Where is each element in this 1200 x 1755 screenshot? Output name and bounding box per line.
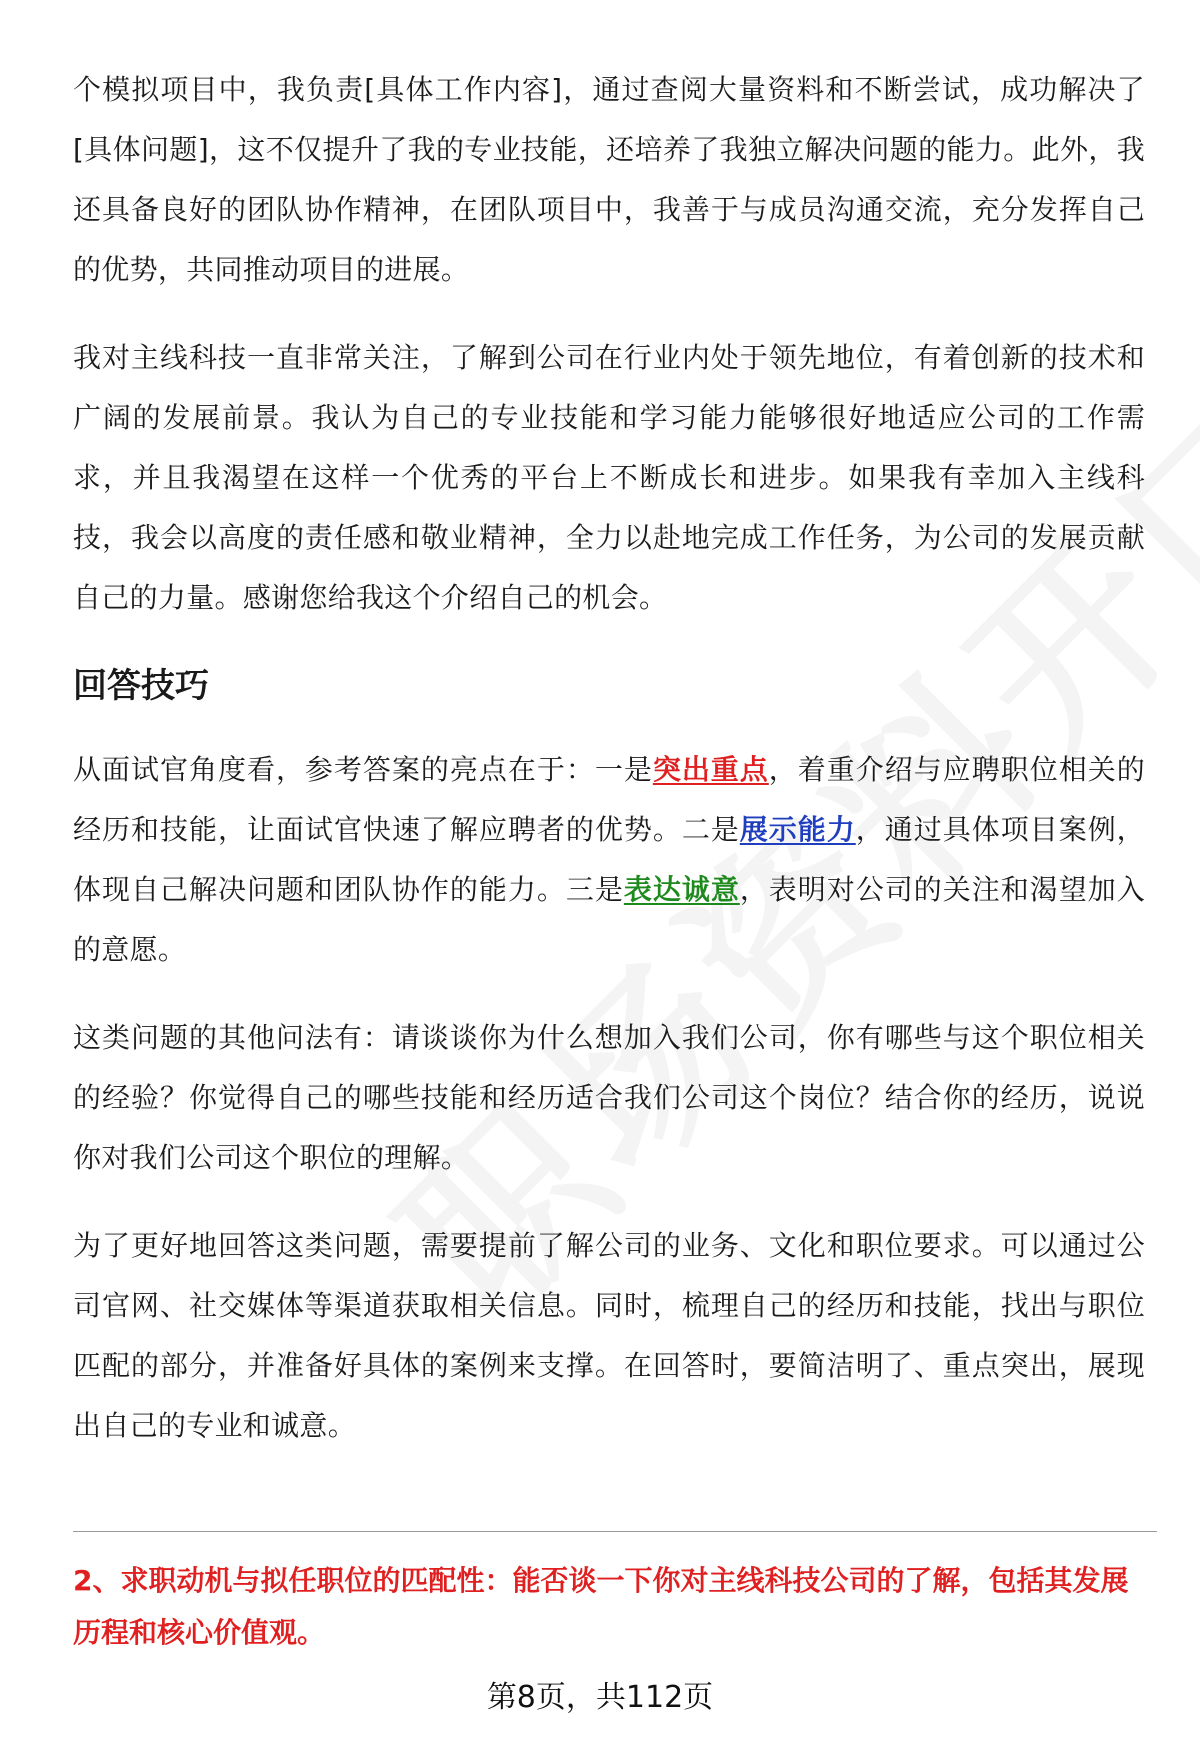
highlight-focus: 突出重点 bbox=[652, 753, 769, 786]
tips-text-1: 从面试官角度看，参考答案的亮点在于：一是 bbox=[73, 753, 653, 786]
preparation-paragraph: 为了更好地回答这类问题，需要提前了解公司的业务、文化和职位要求。可以通过公司官网、社交媒体等渠道获取相关信息。同时，梳理自己的经历和技能，找出与职位匹配的部分，并准备好具体的案例来支撑。在回答时，要简洁明了、重点突出，展现出自己的专业和诚意。 bbox=[73, 1229, 1145, 1442]
tips-paragraph bbox=[73, 740, 1145, 980]
next-question: 2、求职动机与拟任职位的匹配性：能否谈一下你对主线科技公司的了解，包括其发展历程和核心价值观。 bbox=[73, 1564, 1129, 1649]
tips-text-4: ，表明对公司的关注和渴望加入的意愿。 bbox=[73, 873, 1146, 966]
divider bbox=[73, 1531, 1157, 1532]
tips-text-3: ，通过具体项目案例，体现自己解决问题和团队协作的能力。三是 bbox=[73, 813, 1145, 906]
page-number: 第8页，共112页 bbox=[486, 1680, 714, 1715]
section-title: 回答技巧 bbox=[73, 666, 209, 706]
tips-text-2: ，着重介绍与应聘职位相关的经历和技能，让面试官快速了解应聘者的优势。二是 bbox=[73, 753, 1145, 846]
answer-paragraph-1: 个模拟项目中，我负责[具体工作内容]，通过查阅大量资料和不断尝试，成功解决了[具体问题]，这不仅提升了我的专业技能，还培养了我独立解决问题的能力。此外，我还具备良好的团队协作精神，在团队项目中，我善于与成员沟通交流，充分发挥自己的优势，共同推动项目的进展。 bbox=[73, 73, 1145, 286]
answer-paragraph-2: 我对主线科技一直非常关注，了解到公司在行业内处于领先地位，有着创新的技术和广阔的发展前景。我认为自己的专业技能和学习能力能够很好地适应公司的工作需求，并且我渴望在这样一个优秀的平台上不断成长和进步。如果我有幸加入主线科技，我会以高度的责任感和敬业精神，全力以赴地完成工作任务，为公司的发展贡献自己的力量。感谢您给我这个介绍自己的机会。 bbox=[73, 341, 1145, 614]
highlight-sincerity: 表达诚意 bbox=[623, 873, 740, 906]
document-body bbox=[73, 60, 1145, 1456]
highlight-ability: 展示能力 bbox=[739, 813, 856, 846]
alternate-questions-paragraph: 这类问题的其他问法有：请谈谈你为什么想加入我们公司，你有哪些与这个职位相关的经验？你觉得自己的哪些技能和经历适合我们公司这个岗位？结合你的经历，说说你对我们公司这个职位的理解。 bbox=[73, 1021, 1145, 1174]
